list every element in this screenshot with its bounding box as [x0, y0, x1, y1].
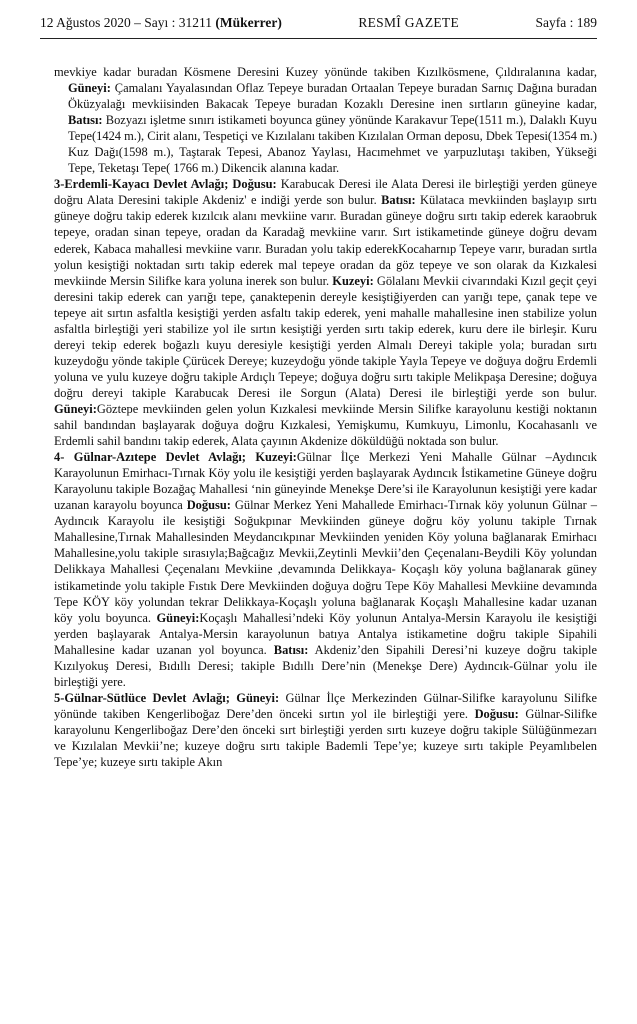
label-guneyi: Güneyi: — [68, 81, 111, 96]
label-kuzeyi: Kuzeyi: — [332, 273, 374, 288]
header-date-issue: 12 Ağustos 2020 – Sayı : 31211 (Mükerrer) — [40, 15, 282, 30]
label-guneyi: Güneyi: — [54, 401, 97, 416]
header-supplement: (Mükerrer) — [215, 15, 282, 30]
paragraph-continuation: mevkiye kadar buradan Kösmene Deresini Kuzey yönünde takiben Kızılkösmene, Çıldıralanına kadar, Güneyi: Çamalanı Yayalasından Oflaz Tepeye buradan Ortaalan Tepeye buradan Sarnıç Dağına buradan Öküzyalağı mevkiisinden Bakacak Tepeye buradan Kozaklı Deresine inen sırtların güneyine kadar, Batısı: Bozyazı işletme sınırı istikameti boyunca güney yönünde Karakavur Tepe(1511 m.), Dalaklı Kuyu Tepe(1424 m.), Cirit alanı, Tespetiçi ve Kızılalanı takiben Kızılalan Orman deposu, Dbek Tepesi(1354 m.) Kuz Dağı(1598 m.), Taştarak Tepesi, Abanoz Yaylası, Hacımehmet ve yarpuzlutaşı takiben, Yükseği Tepe, Teketaşı Tepe( 1766 m.) Dikencik alanına kadar. — [54, 65, 597, 176]
label-dogusu: Doğusu: — [232, 177, 277, 192]
label-batisi: Batısı: — [273, 642, 309, 657]
label-guneyi: Güneyi: — [236, 690, 280, 705]
paragraph-section-3: 3-Erdemli-Kayacı Devlet Avlağı; Doğusu: Karabucak Deresi ile Alata Deresi ile birleştiği yerden güneye doğru Alata Deresini takiple Akdeniz' e indiği yerde son bulur. Batısı: Külataca mevkiinden başlayıp sırtı güneye doğru takip ederek kızılcık alanı mevkiine varır. Buradan güneye doğru sırtı takip ederek karaobruk tepeye, oradan sinan tepeye, oradan da Karadağ mevkiine varır. Sırt istikametinde güneye doğru devam ederek, Kabaca mahallesi mevkiine varır. Buradan yolu takip ederekKocaharnıp Tepeye varır, buradan sırtla yolun kesiştiği noktadan sırtı takip ederek mal tepeye oradan da göz tepeye ve son olarak da Kızkalesi mevkiinde Mersin Silifke kara yoluna inerek son bulur. Kuzeyi: Gölalanı Mevkii civarındaki Kızıl geçit çeyi deresini takip ederek can yarığı tepe, çanaktepenin dereyle kesiştiğiyerden can yarığı tepe, çanak tepe ve tepeye ait sırtın asfaltla kesiştiği yerden asfaltı takip ederek, yeni mahalle mahallesine inen stabilize yolun asfaltla birleştiği yeri stabilize yol ile sırtın kesiştiği yerden sırtı takip ederek, kuru dere ile birleşir. Kuru dereyi tekip ederek boğazlı kuyu deresiyle kesiştiği yerden Almalı Dereyi takiple yola; buradan sırtı kuzeydoğu yönde takiple Çürücek Dereye; kuzeydoğu yönde takiple Yayla Tepeye ve doğuya doğru Erdemli yoluna ve yulu kuzeye doğru takiple Ardıçlı Tepeye; doğuya doğru sırtı takiple Melikpaşa Deresine; doğuya doğru dereyi takiple Karabucak Deresi ile Sorgun (Alata) Deresi ile birleştiği yerde son bulur. Güneyi:Göztepe mevkiinden gelen yolun Kızkalesi mevkiinde Mersin Silifke karayolunu kestiği noktanın sahil bandından başlayarak doğuya doğru Kızkalesi, Yemişkumu, Kumkuyu, Limonlu, Kocahasanlı ve Erdemli sahil bandını takip ederek, Alata çayının Akdenize döküldüğü noktada son bulur. — [54, 177, 597, 449]
header-rule — [40, 38, 597, 39]
label-batisi: Batısı: — [381, 193, 416, 208]
header-gazette-name: RESMÎ GAZETE — [358, 15, 460, 30]
paragraph-section-5: 5-Gülnar-Sütlüce Devlet Avlağı; Güneyi: Gülnar İlçe Merkezinden Gülnar-Silifke karayolunu Silifke yönünde takiben Kengerliboğaz Dere’den önceki sırtın yol ile birleştiği yere. Doğusu: Gülnar-Silifke karayolunu Kengerliboğaz Dere’den önceki sırt birleştiği yerden sırtı kuzeye doğru takiple Sülüğünmezarı ve Kızılalan Mevkii’ne; kuzeye doğru sırtı takiple Bademli Tepe’ye; kuzeye sırtı takiple Peyamlıbelen Tepe’ye; kuzeye sırtı takiple Akın — [54, 690, 598, 770]
header-page-number: Sayfa : 189 — [535, 15, 597, 30]
label-dogusu: Doğusu: — [186, 498, 231, 513]
label-batisi: Batısı: — [68, 113, 103, 128]
document-body — [54, 64, 597, 770]
label-guneyi: Güneyi: — [156, 610, 200, 625]
paragraph-section-4: 4- Gülnar-Azıtepe Devlet Avlağı; Kuzeyi:Gülnar İlçe Merkezi Yeni Mahalle Gülnar –Aydıncık Karayolunun Emirhacı-Tırnak Köy yolu ile kesiştiği yerden başlayarak Aydıncık İstikametine Güneye doğru Karayolunu takiple Bozağaç Mahallesi ‘nin güneyinde Menekşe Dere’si ile Karayolunun kesiştiği yere kadar uzanan karayolu boyunca Doğusu: Gülnar Merkez Yeni Mahallede Emirhacı-Tırnak köy yolunun Gülnar –Aydıncık Karayolu ile kesiştiği Soğukpınar Mevkiinden güneye doğru köy yolunu takiple Tırnak Mahallesine,Tırnak Mahallesinden Meydancıkpınar Mevkiinden yeniden Köy yoluna bağlanarak Emirhacı Mahallesine,yolu takiple sırasıyla;Bağcağız Mevkii,Zeytinli Mevkii’den Çeçenalanı-Beydili Köy yolundan Delikkaya Mahallesi Çeçenalanı Mevkiine ,devamında Delikkaya- Koçaşlı köy yoluna bağlanarak güney istikametinde yolu takiple Fıstık Dere Mevkiinden doğuya doğru Tepe Köy Mahallesi Mevkiine devamında Tepe KÖY köy yolundan tekrar Delikkaya-Koçaşlı yoluna bağlanarak Koçaşlı Mahallesine kadar uzanan köy yolu boyunca. Güneyi:Koçaşlı Mahallesi’ndeki Köy yolunun Antalya-Mersin Karayolu ile kesiştiği yerden başlayarak Antalya-Mersin karayolunun batıya Antalya istikametine doğru takiple Sipahili Mahallesine kadar uzanan yol boyunca. Batısı: Akdeniz’den Sipahili Deresi’ni kuzeye doğru takiple Kızılyokuş Deresi, Bıdıllı Deresi; takiple Bıdıllı Dere’nin (Menekşe Dere) Aydıncık-Gülnar yolu ile birleştiği yere. — [54, 450, 598, 689]
page-header — [40, 14, 597, 32]
section-title-3: 3-Erdemli-Kayacı Devlet Avlağı; — [54, 177, 229, 192]
label-kuzeyi: Kuzeyi: — [255, 450, 297, 465]
label-dogusu: Doğusu: — [474, 706, 519, 721]
section-title-5: 5-Gülnar-Sütlüce Devlet Avlağı; — [54, 690, 230, 705]
section-title-4: 4- Gülnar-Azıtepe Devlet Avlağı; — [54, 450, 246, 465]
